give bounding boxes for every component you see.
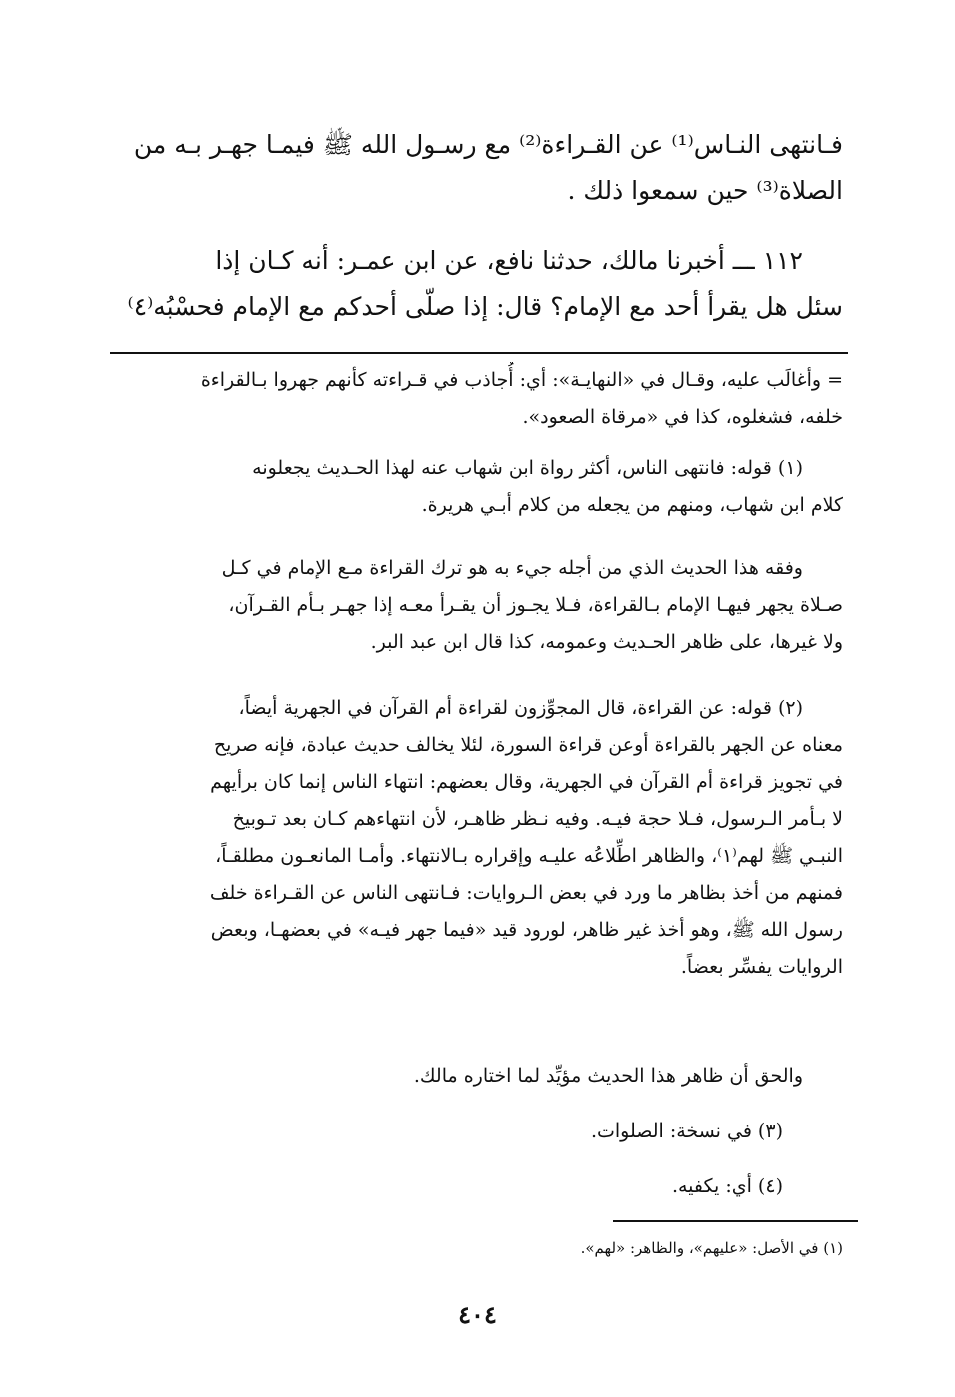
text-line: وفقه هذا الحديث الذي من أجله جيء به هو ترك القراءة مـع الإمام في كـل (221, 557, 803, 579)
text-line: رسول الله ﷺ، وهو أخذ غير ظاهر، لورود قيد «فيما جهر فيـه» في بعضهـا، وبعض (210, 919, 843, 941)
commentary-continuation (108, 362, 843, 436)
text-line: النبـي ﷺ لهم⁽١⁾، والظاهر اطِّلاعُه عليـه وإقراره بـالانتهاء. وأمـا المانعـون مطلقـاً، (215, 845, 843, 867)
text-line: خلفه، فشغلوه، كذا في «مرقاة الصعود». (522, 406, 843, 428)
fiqh-paragraph (108, 550, 843, 661)
text-line: فـانتهى النـاس⁽¹⁾ عن القـراءة⁽²⁾ مع رسـول الله ﷺ فيمـا جهـر بـه من (133, 130, 843, 159)
footnote-2 (108, 690, 843, 986)
text-line: (٢) قوله: عن القراءة، قال المجوِّزون لقراءة أم القرآن في الجهرية أيضاً، (238, 697, 803, 719)
footnote-1 (108, 450, 843, 524)
text-line: سئل هل يقرأ أحد مع الإمام؟ قال: إذا صلّى أحدكم مع الإمام فحسْبُه⁽٤⁾ (127, 292, 843, 321)
text-line: (٤) أي: يكفيه. (671, 1175, 783, 1197)
text-line: والحق أن ظاهر هذا الحديث مؤيِّد لما اختاره مالك. (413, 1065, 803, 1087)
text-line: = وأغالَب عليه، وقـال في «النهايـة»: أي: أُجاذب في قـراءته كأنهم جهروا بـالقراءة (200, 369, 843, 391)
text-line: فمنهم من أخذ بظاهر ما ورد في بعض الـروايات: فـانتهى الناس عن القـراءة خلف (209, 882, 843, 904)
main-text-paragraph-1 (108, 122, 843, 214)
text-line: الصلاة⁽³⁾ حين سمعوا ذلك . (567, 176, 843, 205)
text-line: ولا غيرها، على ظاهر الحـديث وعمومه، كذا قال ابن عبد البر. (370, 631, 843, 653)
sub-footnote-separator (613, 1220, 858, 1222)
main-text-paragraph-2 (108, 238, 843, 330)
text-line: (١) في الأصل: «عليهم»، والظاهر: «لهم». (580, 1239, 843, 1257)
hadith-number-line: ١١٢ ـــ أخبرنا مالك، حدثنا نافع، عن ابن عمـر: أنه كـان إذا (215, 246, 803, 275)
text-line: (٣) في نسخة: الصلوات. (590, 1120, 783, 1142)
footnote-separator (110, 352, 848, 354)
page-number: ٤٠٤ (458, 1300, 497, 1329)
footnote-3 (108, 1113, 843, 1150)
text-line: في تجويز قراءة أم القرآن في الجهرية، وقال بعضهم: انتهاء الناس إنما كان برأيهم (210, 771, 843, 793)
text-line: الروايات يفسِّر بعضاً. (680, 956, 843, 978)
text-line: لا بـأمر الـرسول، فـلا حجة فيـه. وفيه نـظر ظاهـر، لأن انتهاءهم كـان بعد تـوبيخ (232, 808, 843, 830)
sub-footnote (108, 1236, 843, 1260)
text-line: صـلاة يجهر فيهـا الإمام بـالقراءة، فـلا يجـوز أن يقـرأ معـه إذا جهـر بـأم القـرآن، (228, 594, 843, 616)
footnote-4 (108, 1168, 843, 1205)
text-line: كلام ابن شهاب، ومنهم من يجعله من كلام أبـي هريرة. (421, 494, 843, 516)
conclusion-paragraph (108, 1058, 843, 1095)
text-line: (١) قوله: فانتهى الناس، أكثر رواة ابن شهاب عنه لهذا الحـديث يجعلونه (252, 457, 803, 479)
text-line: معناه عن الجهر بالقراءة أوعن قراءة السورة، لئلا يخالف حديث عبادة، فإنه صريح (213, 734, 843, 756)
